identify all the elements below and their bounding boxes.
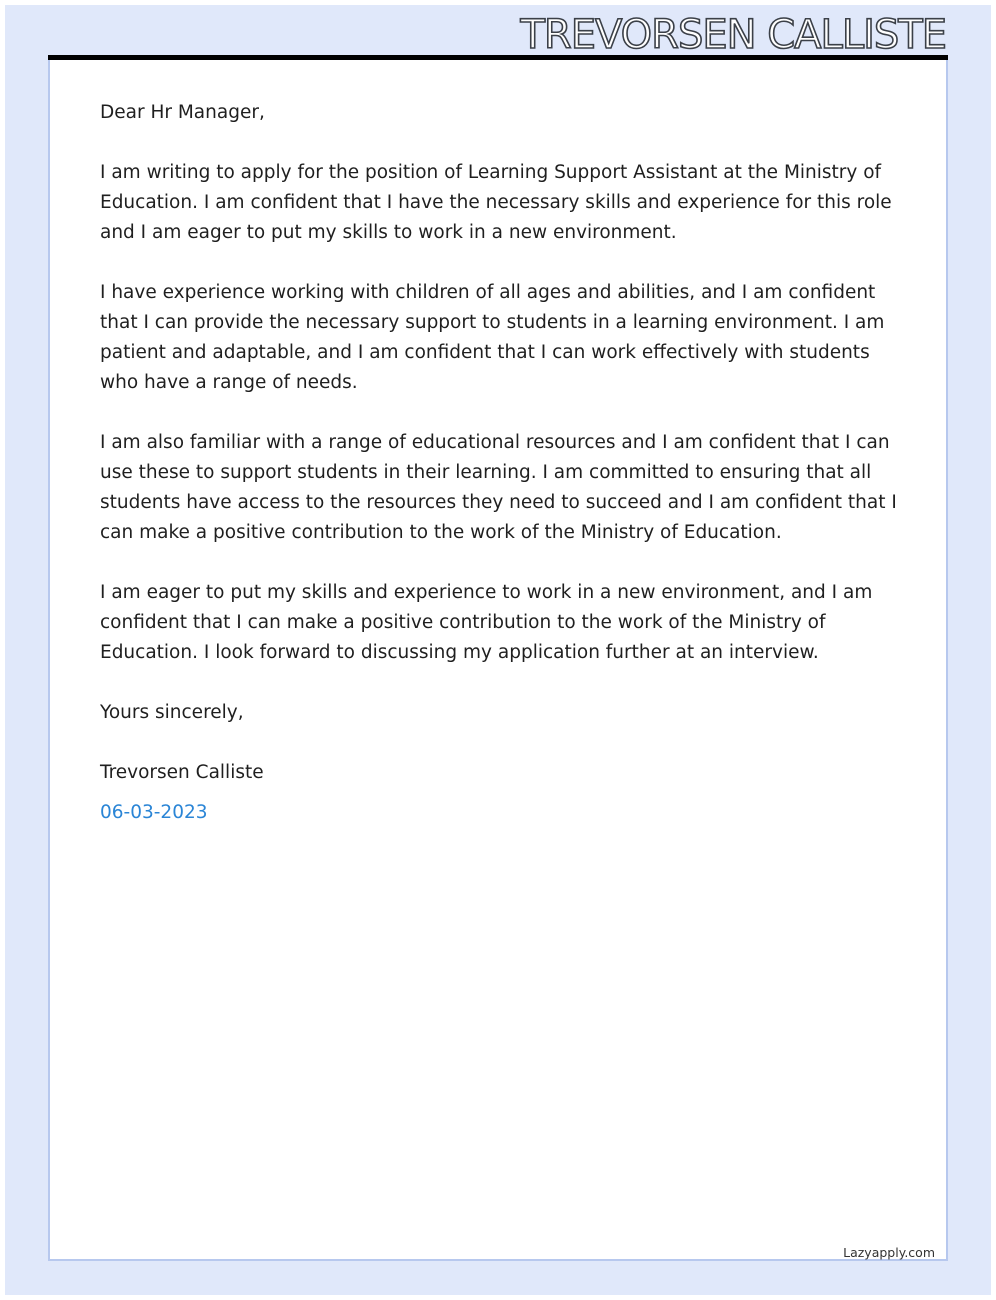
letter-paragraph-3: I am also familiar with a range of educational resources and I am confident that I can use these to support students in their learning. I am committed to ensuring that all students have access to the resources they need to succeed and I am confident that I can make a positive contribution to the work of the Ministry of Education. <box>100 432 897 543</box>
letter-closing: Yours sincerely, <box>100 702 244 723</box>
letter-signature: Trevorsen Calliste <box>100 762 264 783</box>
letter-paragraph-1: I am writing to apply for the position of Learning Support Assistant at the Ministry of Education. I am confident that I have the necessary skills and experience for this role and I am eager to put my skills to work in a new environment. <box>100 162 892 243</box>
letter-salutation: Dear Hr Manager, <box>100 102 265 123</box>
letter-body <box>100 98 900 828</box>
applicant-name-header: TREVORSEN CALLISTE <box>520 12 946 58</box>
letter-date: 06-03-2023 <box>100 802 208 823</box>
footer-brand: Lazyapply.com <box>843 1245 935 1260</box>
letter-paragraph-4: I am eager to put my skills and experience to work in a new environment, and I am confident that I can make a positive contribution to the work of the Ministry of Education. I look forward to discussing my application further at an interview. <box>100 582 873 663</box>
letter-paragraph-2: I have experience working with children of all ages and abilities, and I am confident that I can provide the necessary support to students in a learning environment. I am patient and adaptable, and I am confident that I can work effectively with students who have a range of needs. <box>100 282 885 393</box>
